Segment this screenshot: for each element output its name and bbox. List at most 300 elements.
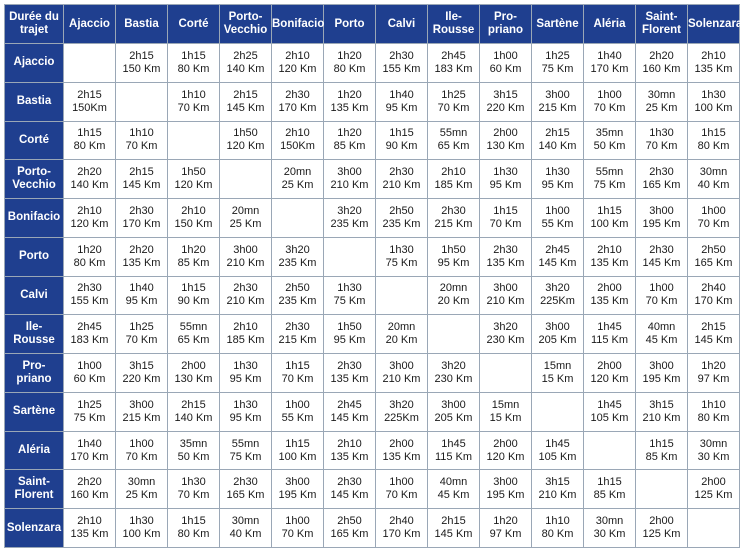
distance-km: 135 Km — [694, 62, 733, 75]
distance-km: 170 Km — [70, 450, 109, 463]
travel-time: 1h00 — [285, 398, 310, 411]
distance-cell — [272, 237, 324, 276]
empty-cell — [64, 44, 116, 83]
distance-km: 150Km — [280, 140, 315, 153]
distance-km: 135 Km — [122, 256, 161, 269]
distance-cell — [324, 276, 376, 315]
travel-time: 40mn — [647, 321, 676, 334]
travel-time: 30mn — [699, 166, 728, 179]
distance-km: 50 Km — [177, 450, 210, 463]
travel-time: 35mn — [179, 437, 208, 450]
distance-km: 185 Km — [226, 334, 265, 347]
distance-km: 15 Km — [489, 411, 522, 424]
distance-km: 60 Km — [73, 373, 106, 385]
distance-cell — [220, 121, 272, 160]
distance-cell — [272, 470, 324, 509]
table-row — [5, 431, 740, 470]
travel-time: 1h10 — [129, 127, 154, 140]
distance-cell — [532, 121, 584, 160]
distance-km: 140 Km — [70, 179, 109, 192]
distance-cell — [272, 354, 324, 393]
distance-cell — [480, 44, 532, 83]
distance-km: 220 Km — [122, 373, 161, 385]
distance-km: 215 Km — [122, 411, 161, 424]
distance-cell — [376, 354, 428, 393]
travel-time: 2h30 — [233, 282, 258, 295]
distance-km: 120 Km — [278, 62, 317, 75]
distance-cell — [688, 199, 740, 238]
travel-time: 30mn — [647, 88, 676, 101]
distance-km: 145 Km — [330, 411, 369, 424]
travel-time: 55mn — [231, 437, 260, 450]
travel-time: 2h20 — [649, 49, 674, 62]
distance-cell — [116, 121, 168, 160]
travel-time: 1h30 — [701, 88, 726, 101]
distance-cell — [168, 199, 220, 238]
distance-km: 70 Km — [385, 489, 418, 502]
travel-time: 3h00 — [129, 398, 154, 411]
travel-time: 2h30 — [129, 204, 154, 217]
empty-cell — [532, 392, 584, 431]
distance-km: 140 Km — [538, 140, 577, 153]
distance-km: 97 Km — [489, 528, 522, 541]
distance-cell — [480, 82, 532, 121]
distance-km: 105 Km — [590, 411, 629, 424]
distance-km: 85 Km — [333, 140, 366, 153]
distance-cell — [220, 237, 272, 276]
distance-km: 70 Km — [437, 101, 470, 114]
travel-time: 40mn — [439, 476, 468, 489]
distance-cell — [480, 199, 532, 238]
travel-time: 30mn — [699, 437, 728, 450]
travel-time: 2h30 — [649, 166, 674, 179]
travel-time: 3h20 — [285, 243, 310, 256]
travel-time: 1h15 — [181, 515, 206, 528]
distance-cell — [532, 276, 584, 315]
distance-cell — [532, 354, 584, 393]
travel-time: 1h00 — [77, 360, 102, 372]
table-row — [5, 160, 740, 199]
empty-cell — [376, 276, 428, 315]
distance-cell — [688, 276, 740, 315]
distance-km: 95 Km — [229, 411, 262, 424]
distance-km: 235 Km — [278, 256, 317, 269]
distance-cell — [480, 470, 532, 509]
travel-time: 2h30 — [285, 88, 310, 101]
col-header-sartene: Sartène — [532, 5, 584, 44]
distance-km: 183 Km — [434, 62, 473, 75]
distance-cell — [324, 431, 376, 470]
travel-time: 3h00 — [493, 476, 518, 489]
travel-time: 3h00 — [545, 321, 570, 334]
travel-time: 1h00 — [389, 476, 414, 489]
distance-cell — [64, 431, 116, 470]
distance-km: 95 Km — [125, 295, 158, 308]
distance-km: 140 Km — [174, 411, 213, 424]
distance-cell — [116, 237, 168, 276]
distance-cell — [636, 199, 688, 238]
distance-cell — [220, 354, 272, 393]
travel-time: 1h30 — [233, 360, 258, 372]
travel-time: 2h20 — [77, 476, 102, 489]
distance-km: 185 Km — [434, 179, 473, 192]
distance-km: 165 Km — [694, 256, 733, 269]
distance-km: 40 Km — [229, 528, 262, 541]
distance-cell — [116, 44, 168, 83]
distance-cell — [584, 315, 636, 354]
travel-time: 35mn — [595, 127, 624, 140]
distance-km: 235 Km — [382, 217, 421, 230]
distance-km: 150 Km — [122, 62, 161, 75]
travel-time: 2h20 — [77, 166, 102, 179]
travel-time: 1h00 — [545, 204, 570, 217]
distance-cell — [688, 160, 740, 199]
travel-time: 2h50 — [701, 243, 726, 256]
travel-time: 2h30 — [233, 476, 258, 489]
distance-km: 80 Km — [541, 528, 574, 541]
distance-cell — [64, 160, 116, 199]
distance-km: 155 Km — [70, 295, 109, 308]
travel-time: 2h10 — [337, 437, 362, 450]
distance-cell — [168, 470, 220, 509]
travel-time: 3h15 — [649, 398, 674, 411]
travel-time: 2h45 — [545, 243, 570, 256]
distance-km: 210 Km — [642, 411, 681, 424]
distance-km: 140 Km — [226, 62, 265, 75]
distance-cell — [64, 199, 116, 238]
row-header: Solenzara — [5, 509, 64, 548]
travel-time: 1h15 — [597, 204, 622, 217]
distance-km: 145 Km — [434, 528, 473, 541]
distance-cell — [220, 276, 272, 315]
row-header: Corté — [5, 121, 64, 160]
travel-time: 3h15 — [545, 476, 570, 489]
distance-cell — [428, 431, 480, 470]
travel-time: 1h30 — [233, 398, 258, 411]
table-row — [5, 199, 740, 238]
distance-km: 75 Km — [541, 62, 574, 75]
empty-cell — [116, 82, 168, 121]
distance-km: 120 Km — [486, 450, 525, 463]
distance-km: 100 Km — [694, 101, 733, 114]
distance-km: 85 Km — [177, 256, 210, 269]
table-row — [5, 121, 740, 160]
distance-cell — [168, 509, 220, 548]
distance-km: 170 Km — [694, 295, 733, 308]
distance-cell — [376, 392, 428, 431]
travel-time-distance-table — [4, 4, 740, 548]
travel-time: 1h15 — [285, 360, 310, 372]
distance-km: 235 Km — [330, 217, 369, 230]
distance-cell — [636, 237, 688, 276]
travel-time: 55mn — [439, 127, 468, 140]
distance-cell — [584, 121, 636, 160]
travel-time: 1h10 — [701, 398, 726, 411]
distance-km: 130 Km — [174, 373, 213, 385]
travel-time: 2h30 — [337, 476, 362, 489]
travel-time: 1h15 — [649, 437, 674, 450]
travel-time: 1h30 — [337, 282, 362, 295]
travel-time: 1h15 — [701, 127, 726, 140]
distance-km: 120 Km — [174, 179, 213, 192]
travel-time: 2h30 — [337, 360, 362, 372]
distance-km: 210 Km — [538, 489, 577, 502]
distance-cell — [584, 509, 636, 548]
travel-time: 1h40 — [129, 282, 154, 295]
distance-cell — [480, 392, 532, 431]
distance-cell — [688, 470, 740, 509]
travel-time: 2h15 — [77, 88, 102, 101]
travel-time: 1h20 — [493, 515, 518, 528]
distance-cell — [584, 160, 636, 199]
row-header: Bonifacio — [5, 199, 64, 238]
empty-cell — [636, 470, 688, 509]
table-body — [5, 44, 740, 548]
row-header: Sartène — [5, 392, 64, 431]
distance-km: 160 Km — [642, 62, 681, 75]
distance-km: 210 Km — [226, 256, 265, 269]
travel-time: 2h30 — [493, 243, 518, 256]
travel-time: 55mn — [179, 321, 208, 334]
distance-cell — [376, 199, 428, 238]
travel-time: 1h25 — [441, 88, 466, 101]
distance-cell — [584, 44, 636, 83]
distance-cell — [168, 315, 220, 354]
distance-cell — [272, 509, 324, 548]
distance-cell — [688, 354, 740, 393]
distance-km: 75 Km — [229, 450, 262, 463]
distance-cell — [116, 160, 168, 199]
travel-time: 1h15 — [181, 49, 206, 62]
distance-km: 95 Km — [489, 179, 522, 192]
travel-time: 3h00 — [649, 204, 674, 217]
distance-cell — [376, 315, 428, 354]
distance-km: 135 Km — [330, 450, 369, 463]
distance-cell — [636, 160, 688, 199]
travel-time: 2h15 — [129, 166, 154, 179]
distance-km: 195 Km — [278, 489, 317, 502]
corner-header: Durée du trajet — [5, 5, 64, 44]
distance-cell — [532, 160, 584, 199]
distance-cell — [168, 44, 220, 83]
table-row — [5, 354, 740, 393]
distance-km: 70 Km — [281, 528, 314, 541]
travel-time: 1h10 — [545, 515, 570, 528]
travel-time: 2h30 — [441, 204, 466, 217]
distance-km: 150 Km — [174, 217, 213, 230]
distance-cell — [584, 470, 636, 509]
distance-km: 80 Km — [73, 256, 106, 269]
distance-cell — [64, 470, 116, 509]
distance-cell — [64, 354, 116, 393]
travel-time: 1h30 — [129, 515, 154, 528]
distance-km: 130 Km — [486, 140, 525, 153]
distance-cell — [584, 82, 636, 121]
distance-cell — [324, 392, 376, 431]
distance-km: 170 Km — [382, 528, 421, 541]
distance-cell — [480, 160, 532, 199]
col-header-porto-vecchio: Porto-Vecchio — [220, 5, 272, 44]
distance-km: 210 Km — [382, 179, 421, 192]
table-row — [5, 509, 740, 548]
travel-time: 2h10 — [597, 243, 622, 256]
table-row — [5, 82, 740, 121]
distance-km: 160 Km — [70, 489, 109, 502]
distance-km: 135 Km — [330, 101, 369, 114]
travel-time: 2h00 — [389, 437, 414, 450]
distance-km: 30 Km — [697, 450, 730, 463]
distance-cell — [324, 470, 376, 509]
distance-km: 20 Km — [437, 295, 470, 308]
distance-km: 145 Km — [122, 179, 161, 192]
travel-time: 1h50 — [441, 243, 466, 256]
distance-cell — [116, 431, 168, 470]
distance-km: 135 Km — [382, 450, 421, 463]
distance-km: 80 Km — [697, 140, 730, 153]
distance-cell — [428, 509, 480, 548]
row-header: Porto-Vecchio — [5, 160, 64, 199]
distance-cell — [376, 44, 428, 83]
distance-cell — [376, 431, 428, 470]
distance-km: 25 Km — [125, 489, 158, 502]
distance-km: 15 Km — [541, 373, 574, 385]
travel-time: 3h00 — [493, 282, 518, 295]
travel-time: 2h00 — [597, 282, 622, 295]
distance-cell — [636, 431, 688, 470]
distance-cell — [428, 121, 480, 160]
distance-km: 90 Km — [177, 295, 210, 308]
row-header: Ile-Rousse — [5, 315, 64, 354]
empty-cell — [220, 160, 272, 199]
travel-time: 20mn — [283, 166, 312, 179]
distance-km: 100 Km — [590, 217, 629, 230]
table-row — [5, 392, 740, 431]
travel-time: 1h45 — [597, 321, 622, 334]
travel-time: 2h10 — [233, 321, 258, 334]
travel-time: 2h30 — [649, 243, 674, 256]
travel-time: 1h30 — [545, 166, 570, 179]
distance-km: 120 Km — [590, 373, 629, 385]
travel-time: 1h00 — [701, 204, 726, 217]
travel-time: 15mn — [543, 360, 572, 372]
distance-cell — [168, 431, 220, 470]
distance-cell — [272, 392, 324, 431]
distance-cell — [376, 237, 428, 276]
distance-km: 120 Km — [70, 217, 109, 230]
empty-cell — [324, 237, 376, 276]
travel-time: 2h50 — [337, 515, 362, 528]
distance-km: 135 Km — [70, 528, 109, 541]
distance-cell — [64, 121, 116, 160]
distance-cell — [64, 276, 116, 315]
distance-km: 205 Km — [434, 411, 473, 424]
distance-km: 170 Km — [590, 62, 629, 75]
distance-km: 135 Km — [590, 295, 629, 308]
distance-km: 215 Km — [434, 217, 473, 230]
distance-cell — [584, 199, 636, 238]
distance-km: 70 Km — [177, 489, 210, 502]
distance-cell — [272, 121, 324, 160]
distance-cell — [324, 315, 376, 354]
distance-km: 235 Km — [278, 295, 317, 308]
col-header-solenzara: Solenzara — [688, 5, 740, 44]
travel-time: 3h00 — [337, 166, 362, 179]
distance-km: 70 Km — [593, 101, 626, 114]
travel-time: 2h10 — [441, 166, 466, 179]
distance-cell — [272, 160, 324, 199]
col-header-ajaccio: Ajaccio — [64, 5, 116, 44]
travel-time: 1h45 — [545, 437, 570, 450]
empty-cell — [480, 354, 532, 393]
travel-time: 3h15 — [493, 88, 518, 101]
travel-time: 2h30 — [285, 321, 310, 334]
travel-time: 55mn — [595, 166, 624, 179]
distance-km: 155 Km — [382, 62, 421, 75]
distance-cell — [428, 354, 480, 393]
distance-km: 115 Km — [434, 450, 473, 463]
distance-km: 80 Km — [697, 411, 730, 424]
distance-cell — [428, 392, 480, 431]
distance-km: 165 Km — [642, 179, 681, 192]
travel-time: 1h20 — [337, 88, 362, 101]
distance-km: 100 Km — [278, 450, 317, 463]
distance-cell — [116, 276, 168, 315]
distance-cell — [428, 82, 480, 121]
travel-time: 2h10 — [701, 49, 726, 62]
distance-km: 60 Km — [489, 62, 522, 75]
travel-time: 2h10 — [77, 204, 102, 217]
distance-km: 70 Km — [177, 101, 210, 114]
distance-km: 80 Km — [73, 140, 106, 153]
travel-time: 2h15 — [441, 515, 466, 528]
distance-km: 210 Km — [486, 295, 525, 308]
row-header: Ajaccio — [5, 44, 64, 83]
distance-km: 20 Km — [385, 334, 418, 347]
travel-time: 20mn — [439, 282, 468, 295]
travel-time: 2h15 — [701, 321, 726, 334]
table-row — [5, 470, 740, 509]
empty-cell — [272, 199, 324, 238]
travel-time: 2h10 — [77, 515, 102, 528]
distance-cell — [376, 82, 428, 121]
travel-time: 1h30 — [181, 476, 206, 489]
travel-time: 2h10 — [181, 204, 206, 217]
travel-time: 1h00 — [649, 282, 674, 295]
travel-time: 3h20 — [337, 204, 362, 217]
distance-cell — [168, 276, 220, 315]
distance-cell — [272, 315, 324, 354]
distance-cell — [220, 470, 272, 509]
distance-km: 80 Km — [177, 528, 210, 541]
distance-cell — [480, 237, 532, 276]
travel-time: 2h50 — [389, 204, 414, 217]
distance-cell — [532, 199, 584, 238]
distance-km: 40 Km — [697, 179, 730, 192]
distance-km: 170 Km — [278, 101, 317, 114]
distance-cell — [636, 392, 688, 431]
travel-time: 1h00 — [285, 515, 310, 528]
distance-cell — [168, 160, 220, 199]
distance-km: 145 Km — [330, 489, 369, 502]
distance-km: 145 Km — [226, 101, 265, 114]
distance-km: 210 Km — [330, 179, 369, 192]
distance-cell — [584, 392, 636, 431]
distance-cell — [428, 237, 480, 276]
distance-cell — [324, 160, 376, 199]
travel-time: 1h30 — [649, 127, 674, 140]
distance-cell — [480, 431, 532, 470]
distance-km: 230 Km — [486, 334, 525, 347]
